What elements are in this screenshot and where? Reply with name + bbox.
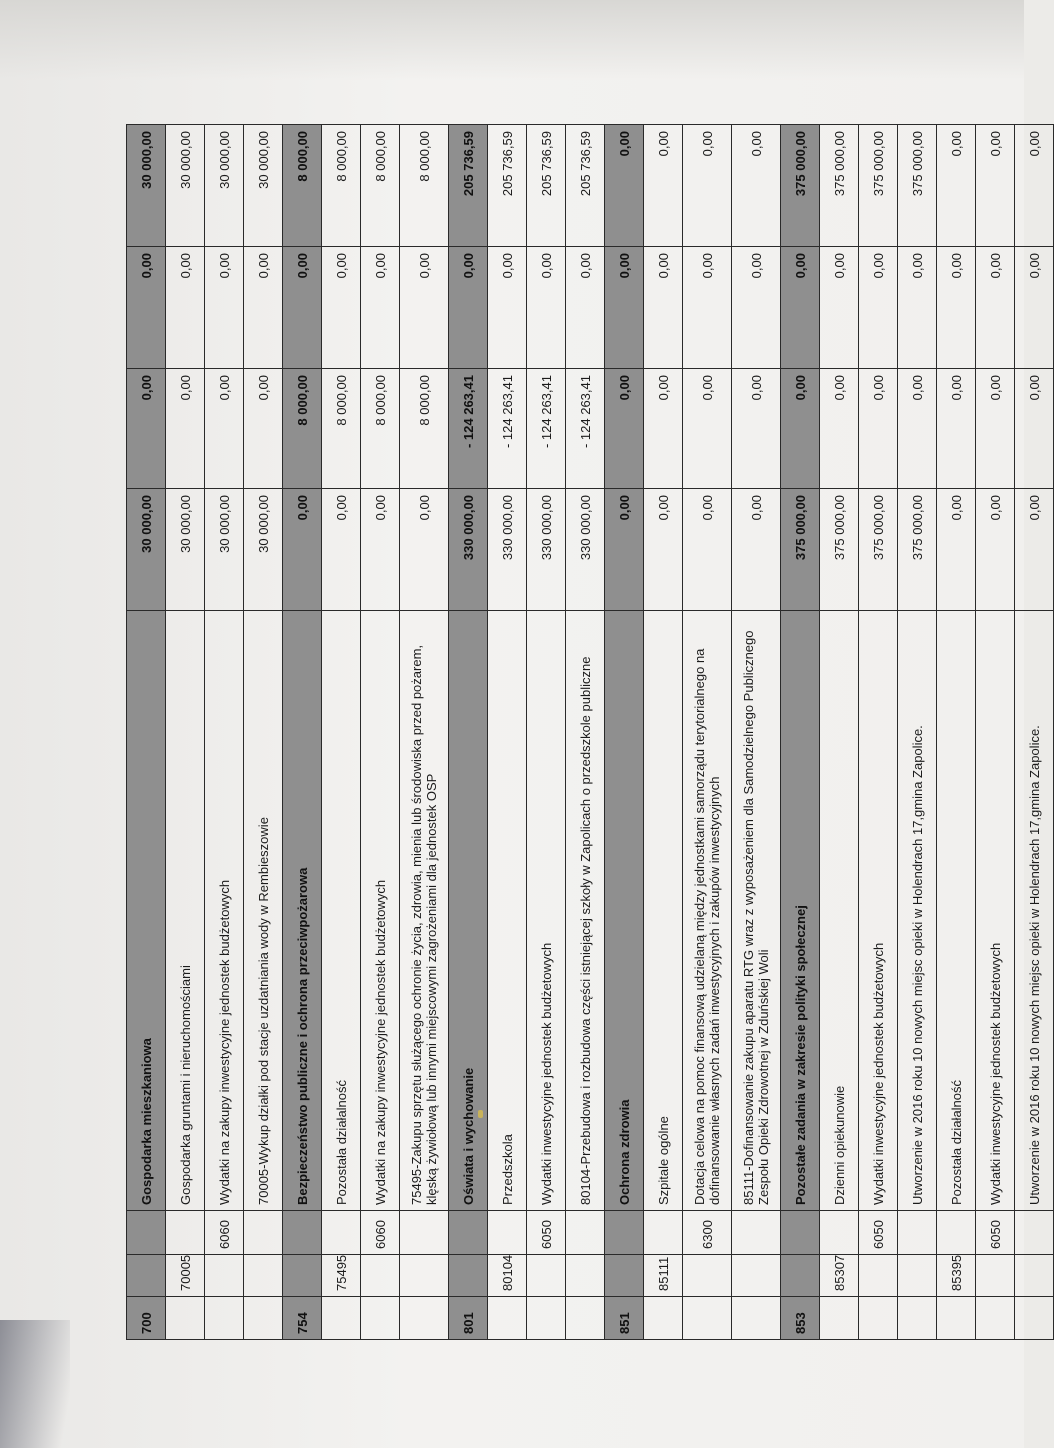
description-cell: Wydatki na zakupy inwestycyjne jednostek budżetowych [205,611,244,1211]
paragraph-cell: 6300 [683,1211,732,1255]
paragraph-cell [488,1211,527,1255]
table-row [400,125,449,1340]
table-row [859,125,898,1340]
rozdzial-cell [400,1255,449,1297]
table-row [322,125,361,1340]
change-amount-cell: 0,00 [976,369,1015,489]
plan-amount-cell: 0,00 [283,489,322,611]
section-row [127,125,166,1340]
other-change-cell: 0,00 [166,247,205,369]
paragraph-cell [127,1211,166,1255]
plan-amount-cell: 30 000,00 [244,489,283,611]
change-amount-cell: 0,00 [820,369,859,489]
other-change-cell: 0,00 [644,247,683,369]
dzial-cell [898,1297,937,1340]
plan-amount-cell: 375 000,00 [859,489,898,611]
rozdzial-cell [566,1255,605,1297]
plan-amount-cell: 375 000,00 [898,489,937,611]
dzial-cell: 801 [449,1297,488,1340]
plan-amount-cell: 0,00 [976,489,1015,611]
dzial-cell [683,1297,732,1340]
dzial-cell [644,1297,683,1340]
other-change-cell: 0,00 [205,247,244,369]
rozdzial-cell [605,1255,644,1297]
paragraph-cell: 6060 [205,1211,244,1255]
plan-amount-cell: 0,00 [937,489,976,611]
plan-amount-cell: 0,00 [732,489,781,611]
dzial-cell: 754 [283,1297,322,1340]
plan-amount-cell: 0,00 [605,489,644,611]
paragraph-cell [644,1211,683,1255]
description-cell: Utworzenie w 2016 roku 10 nowych miejsc opieki w Holendrach 17,gmina Zapolice. [898,611,937,1211]
after-change-amount-cell: 0,00 [605,125,644,247]
other-change-cell: 0,00 [488,247,527,369]
other-change-cell: 0,00 [1015,247,1054,369]
dzial-cell [732,1297,781,1340]
description-cell: Przedszkola [488,611,527,1211]
dzial-cell [527,1297,566,1340]
paragraph-cell: 6050 [976,1211,1015,1255]
other-change-cell: 0,00 [683,247,732,369]
plan-amount-cell: 0,00 [400,489,449,611]
other-change-cell: 0,00 [898,247,937,369]
dzial-cell [566,1297,605,1340]
dzial-cell [976,1297,1015,1340]
budget-expenditure-table [126,124,1054,1340]
dzial-cell [205,1297,244,1340]
table-row [205,125,244,1340]
change-amount-cell: 8 000,00 [400,369,449,489]
scan-shadow-corner [0,1320,70,1448]
change-amount-cell: 0,00 [683,369,732,489]
dzial-cell [488,1297,527,1340]
plan-amount-cell: 0,00 [1015,489,1054,611]
change-amount-cell: 0,00 [937,369,976,489]
other-change-cell: 0,00 [322,247,361,369]
dzial-cell [166,1297,205,1340]
description-cell: Wydatki na zakupy inwestycyjne jednostek budżetowych [361,611,400,1211]
rozdzial-cell: 85395 [937,1255,976,1297]
change-amount-cell: 0,00 [205,369,244,489]
other-change-cell: 0,00 [732,247,781,369]
description-cell: Ochrona zdrowia [605,611,644,1211]
dzial-cell: 700 [127,1297,166,1340]
table-row [683,125,732,1340]
after-change-amount-cell: 375 000,00 [898,125,937,247]
plan-amount-cell: 30 000,00 [205,489,244,611]
after-change-amount-cell: 8 000,00 [361,125,400,247]
paragraph-cell: 6060 [361,1211,400,1255]
description-cell: Pozostała działalność [937,611,976,1211]
paragraph-cell [605,1211,644,1255]
plan-amount-cell: 330 000,00 [449,489,488,611]
rozdzial-cell [683,1255,732,1297]
after-change-amount-cell: 30 000,00 [127,125,166,247]
plan-amount-cell: 330 000,00 [527,489,566,611]
description-cell: Pozostała działalność [322,611,361,1211]
paragraph-cell [449,1211,488,1255]
after-change-amount-cell: 8 000,00 [322,125,361,247]
plan-amount-cell: 330 000,00 [488,489,527,611]
rozdzial-cell [859,1255,898,1297]
paragraph-cell [937,1211,976,1255]
rozdzial-cell [127,1255,166,1297]
scan-shadow-top [0,0,1024,80]
plan-amount-cell: 0,00 [361,489,400,611]
description-cell: Bezpieczeństwo publiczne i ochrona przeciwpożarowa [283,611,322,1211]
paragraph-cell [166,1211,205,1255]
table-row [361,125,400,1340]
plan-amount-cell: 0,00 [683,489,732,611]
other-change-cell: 0,00 [859,247,898,369]
plan-amount-cell: 0,00 [322,489,361,611]
change-amount-cell: - 124 263,41 [566,369,605,489]
after-change-amount-cell: 30 000,00 [244,125,283,247]
paragraph-cell [820,1211,859,1255]
change-amount-cell: 0,00 [244,369,283,489]
change-amount-cell: - 124 263,41 [527,369,566,489]
table-row [244,125,283,1340]
plan-amount-cell: 30 000,00 [166,489,205,611]
after-change-amount-cell: 30 000,00 [205,125,244,247]
rozdzial-cell: 85307 [820,1255,859,1297]
table-row [644,125,683,1340]
paragraph-cell [1015,1211,1054,1255]
rozdzial-cell [449,1255,488,1297]
description-cell: Wydatki inwestycyjne jednostek budżetowych [859,611,898,1211]
description-cell: Dzienni opiekunowie [820,611,859,1211]
rozdzial-cell [527,1255,566,1297]
dzial-cell [820,1297,859,1340]
rozdzial-cell [898,1255,937,1297]
rozdzial-cell [1015,1255,1054,1297]
rozdzial-cell [361,1255,400,1297]
after-change-amount-cell: 0,00 [1015,125,1054,247]
other-change-cell: 0,00 [127,247,166,369]
table-row [732,125,781,1340]
rozdzial-cell: 75495 [322,1255,361,1297]
other-change-cell: 0,00 [449,247,488,369]
rozdzial-cell [244,1255,283,1297]
table-row [898,125,937,1340]
change-amount-cell: 0,00 [732,369,781,489]
table-row [166,125,205,1340]
rozdzial-cell [976,1255,1015,1297]
after-change-amount-cell: 30 000,00 [166,125,205,247]
rozdzial-cell: 80104 [488,1255,527,1297]
paragraph-cell: 6050 [527,1211,566,1255]
plan-amount-cell: 330 000,00 [566,489,605,611]
plan-amount-cell: 30 000,00 [127,489,166,611]
after-change-amount-cell: 205 736,59 [527,125,566,247]
change-amount-cell: - 124 263,41 [449,369,488,489]
after-change-amount-cell: 205 736,59 [488,125,527,247]
after-change-amount-cell: 375 000,00 [859,125,898,247]
dzial-cell [322,1297,361,1340]
paragraph-cell [732,1211,781,1255]
rozdzial-cell [732,1255,781,1297]
change-amount-cell: 0,00 [898,369,937,489]
plan-amount-cell: 375 000,00 [820,489,859,611]
section-row [605,125,644,1340]
other-change-cell: 0,00 [400,247,449,369]
change-amount-cell: 8 000,00 [361,369,400,489]
paragraph-cell [400,1211,449,1255]
rozdzial-cell: 70005 [166,1255,205,1297]
dzial-cell [400,1297,449,1340]
after-change-amount-cell: 8 000,00 [283,125,322,247]
plan-amount-cell: 375 000,00 [781,489,820,611]
after-change-amount-cell: 0,00 [976,125,1015,247]
table-row [566,125,605,1340]
other-change-cell: 0,00 [283,247,322,369]
other-change-cell: 0,00 [605,247,644,369]
description-cell: Oświata i wychowanie [449,611,488,1211]
dzial-cell: 851 [605,1297,644,1340]
other-change-cell: 0,00 [361,247,400,369]
description-cell: 75495-Zakupu sprzętu służącego ochronie życia, zdrowia, mienia lub środowiska przed pożarem, klęską żywiołową lub innymi miejscowymi zagrożeniami dla jednostek OSP [400,611,449,1211]
rozdzial-cell [205,1255,244,1297]
after-change-amount-cell: 0,00 [644,125,683,247]
other-change-cell: 0,00 [566,247,605,369]
description-cell: 85111-Dofinansowanie zakupu aparatu RTG wraz z wyposażeniem dla Samodzielnego Publicznego Zespołu Opieki Zdrowotnej w Zduńskiej Woli [732,611,781,1211]
change-amount-cell: 8 000,00 [283,369,322,489]
dzial-cell [1015,1297,1054,1340]
after-change-amount-cell: 0,00 [937,125,976,247]
change-amount-cell: 0,00 [781,369,820,489]
table-row [488,125,527,1340]
paragraph-cell: 6050 [859,1211,898,1255]
rozdzial-cell: 85111 [644,1255,683,1297]
rozdzial-cell [781,1255,820,1297]
paragraph-cell [566,1211,605,1255]
table-row [820,125,859,1340]
table-row [1015,125,1054,1340]
description-cell: 80104-Przebudowa i rozbudowa części istniejącej szkoły w Zapolicach o przedszkole publiczne [566,611,605,1211]
section-row [781,125,820,1340]
after-change-amount-cell: 375 000,00 [781,125,820,247]
other-change-cell: 0,00 [244,247,283,369]
other-change-cell: 0,00 [781,247,820,369]
section-row [449,125,488,1340]
plan-amount-cell: 0,00 [644,489,683,611]
rozdzial-cell [283,1255,322,1297]
description-cell: Utworzenie w 2016 roku 10 nowych miejsc opieki w Holendrach 17,gmina Zapolice. [1015,611,1054,1211]
description-cell: Dotacja celowa na pomoc finansową udzielaną między jednostkami samorządu terytorialnego na dofinansowanie własnych zadań inwestycyjnych i zakupów inwestycyjnych [683,611,732,1211]
after-change-amount-cell: 0,00 [683,125,732,247]
description-cell: Gospodarka mieszkaniowa [127,611,166,1211]
after-change-amount-cell: 375 000,00 [820,125,859,247]
change-amount-cell: 0,00 [644,369,683,489]
after-change-amount-cell: 205 736,59 [566,125,605,247]
table-body [127,125,1054,1340]
other-change-cell: 0,00 [527,247,566,369]
dzial-cell [859,1297,898,1340]
rotated-table-container [126,125,1042,1340]
change-amount-cell: 8 000,00 [322,369,361,489]
paragraph-cell [898,1211,937,1255]
dzial-cell [361,1297,400,1340]
dzial-cell [244,1297,283,1340]
description-cell: 70005-Wykup działki pod stacje uzdatniania wody w Rembieszowie [244,611,283,1211]
section-row [283,125,322,1340]
description-cell: Gospodarka gruntami i nieruchomościami [166,611,205,1211]
paragraph-cell [781,1211,820,1255]
table-row [976,125,1015,1340]
description-cell: Wydatki inwestycyjne jednostek budżetowych [527,611,566,1211]
change-amount-cell: 0,00 [127,369,166,489]
change-amount-cell: 0,00 [166,369,205,489]
paragraph-cell [244,1211,283,1255]
other-change-cell: 0,00 [976,247,1015,369]
ink-mark [478,1110,483,1118]
change-amount-cell: 0,00 [1015,369,1054,489]
description-cell: Szpitale ogólne [644,611,683,1211]
other-change-cell: 0,00 [820,247,859,369]
change-amount-cell: 0,00 [859,369,898,489]
after-change-amount-cell: 8 000,00 [400,125,449,247]
after-change-amount-cell: 0,00 [732,125,781,247]
description-cell: Wydatki inwestycyjne jednostek budżetowych [976,611,1015,1211]
paragraph-cell [322,1211,361,1255]
other-change-cell: 0,00 [937,247,976,369]
table-row [937,125,976,1340]
change-amount-cell: - 124 263,41 [488,369,527,489]
dzial-cell [937,1297,976,1340]
after-change-amount-cell: 205 736,59 [449,125,488,247]
paragraph-cell [283,1211,322,1255]
dzial-cell: 853 [781,1297,820,1340]
table-row [527,125,566,1340]
change-amount-cell: 0,00 [605,369,644,489]
description-cell: Pozostałe zadania w zakresie polityki społecznej [781,611,820,1211]
